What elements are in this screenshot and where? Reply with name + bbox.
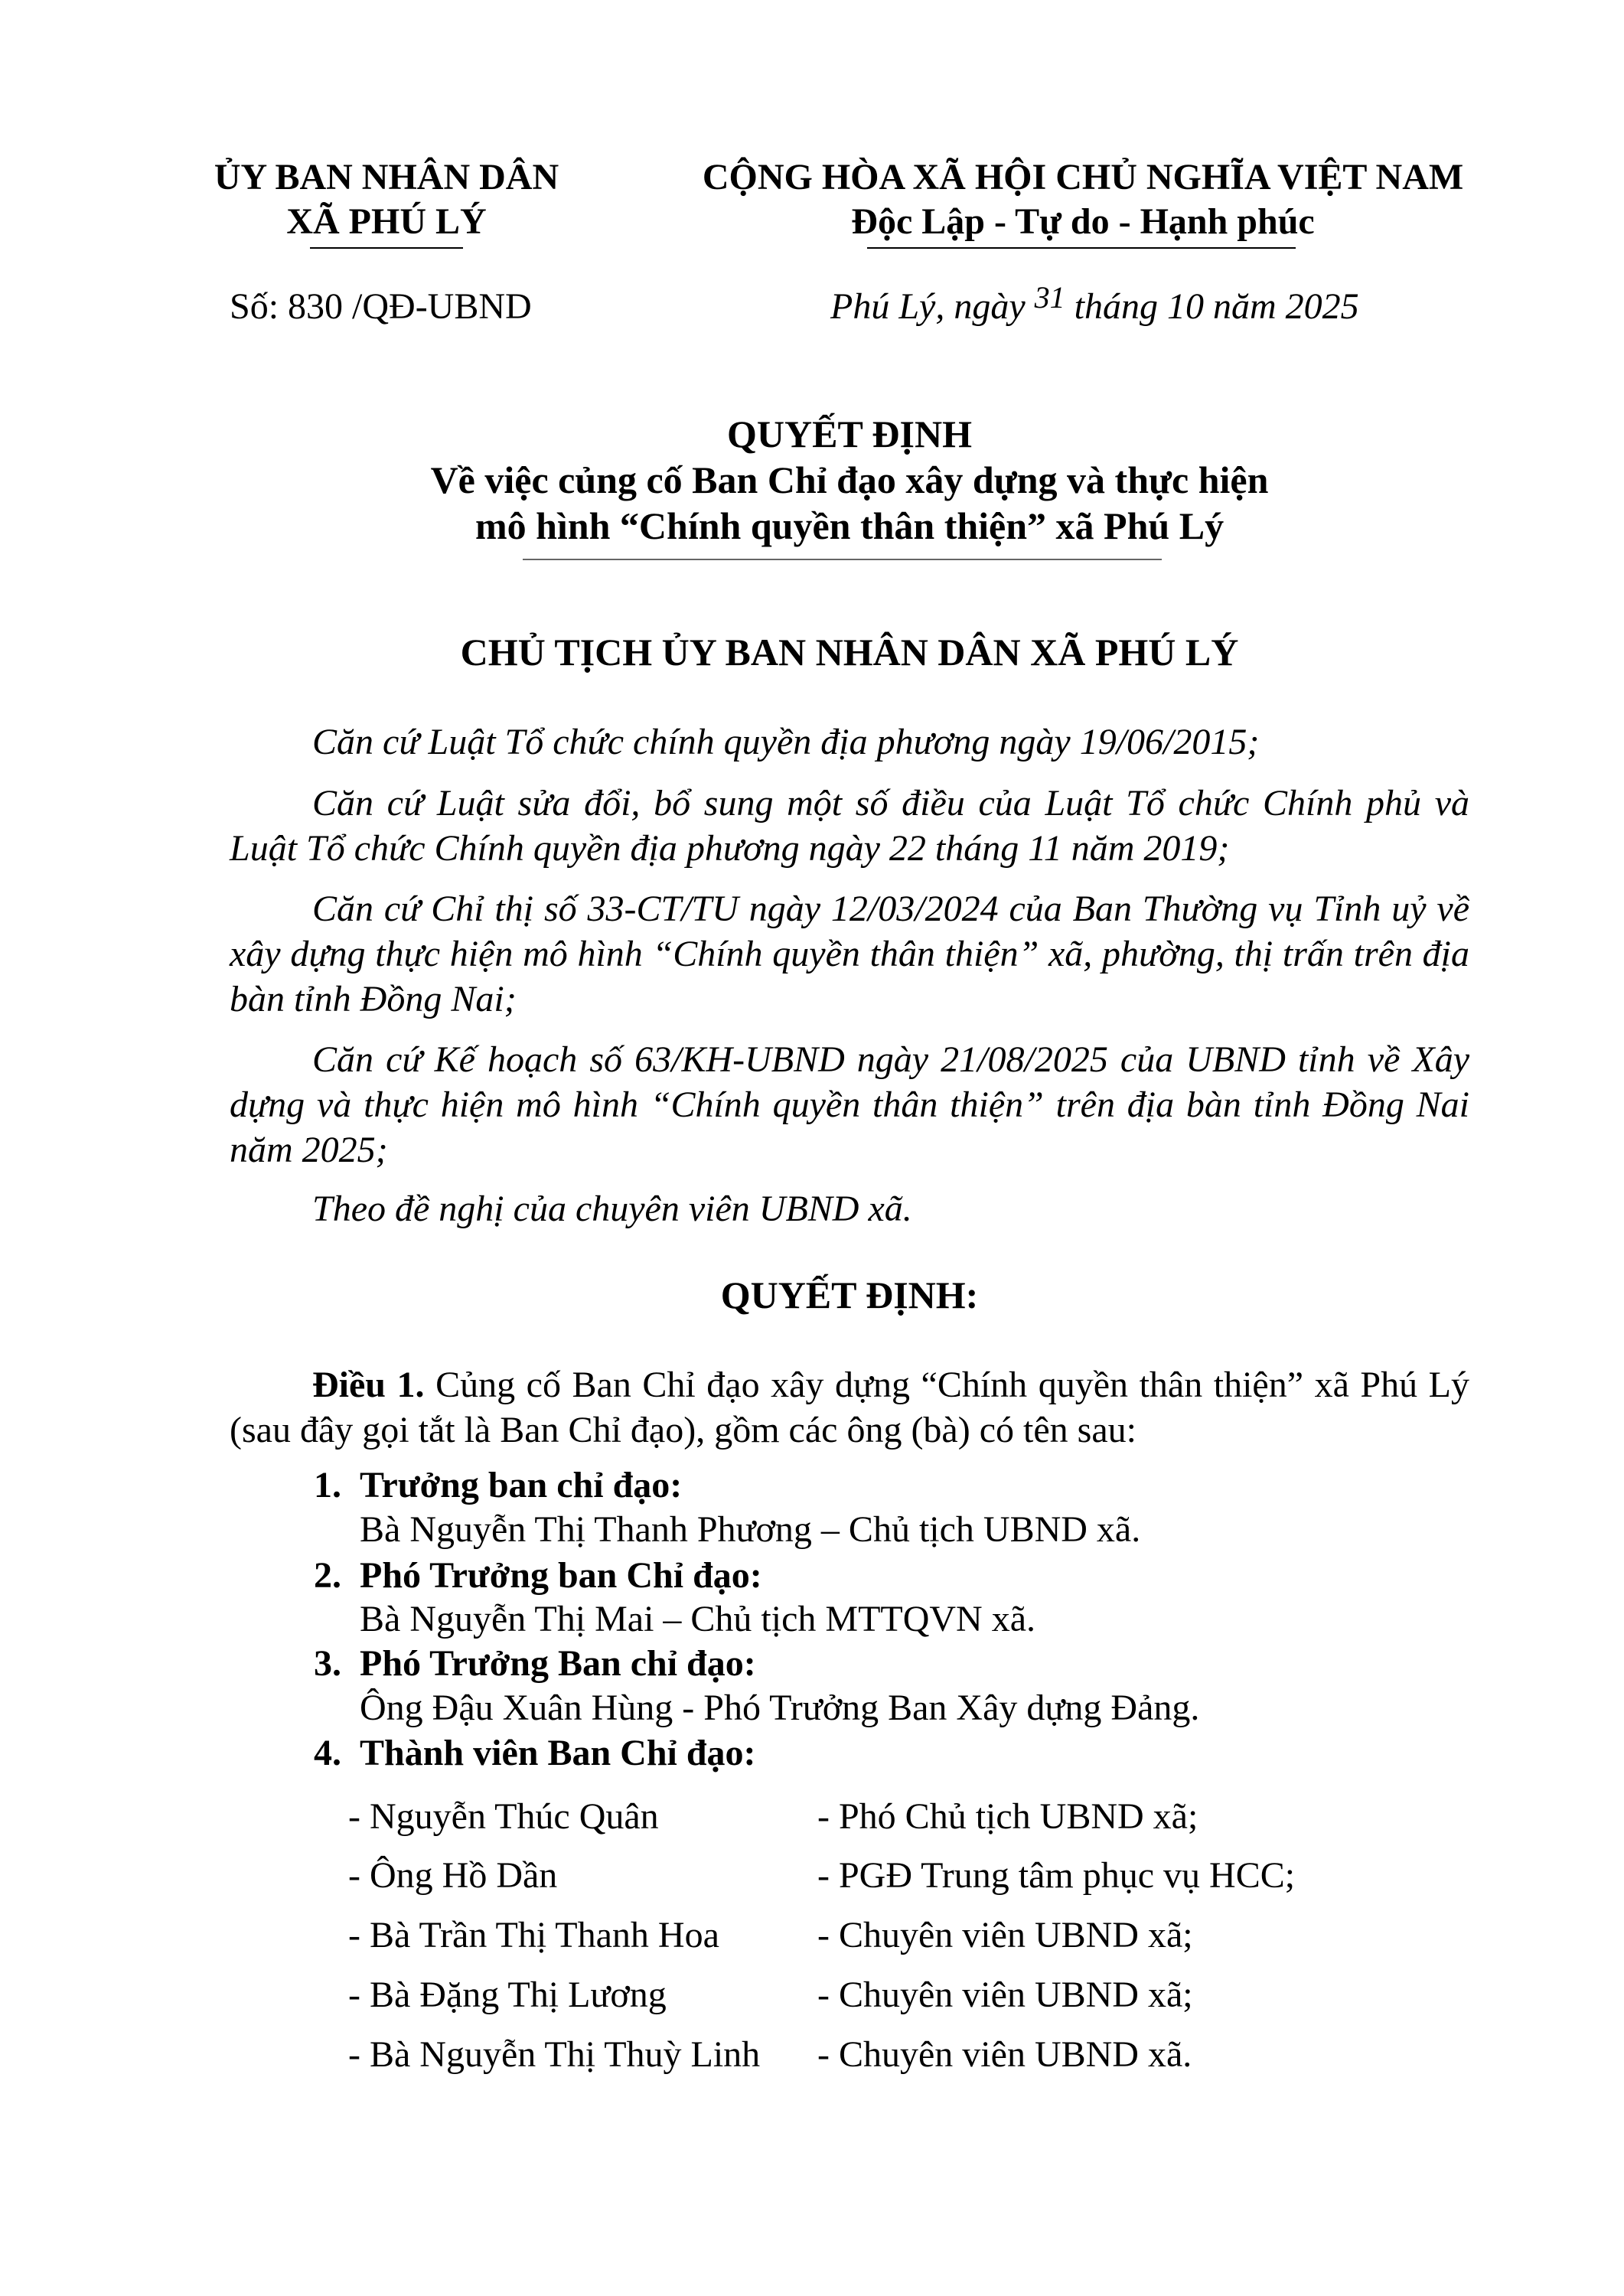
item-1-number: 1. bbox=[314, 1465, 341, 1505]
item-2-person: Bà Nguyễn Thị Mai – Chủ tịch MTTQVN xã. bbox=[360, 1599, 1036, 1639]
document-title bbox=[230, 411, 1469, 549]
title-underline bbox=[523, 559, 1162, 560]
article-1-text: Củng cố Ban Chỉ đạo xây dựng “Chính quyền thân thiện” xã Phú Lý (sau đây gọi tắt là Ban Chỉ đạo), gồm các ông (bà) có tên sau: bbox=[230, 1365, 1469, 1450]
document-date bbox=[830, 280, 1359, 329]
item-3-title: Phó Trưởng Ban chỉ đạo: bbox=[360, 1643, 756, 1684]
issuing-authority: CHỦ TỊCH ỦY BAN NHÂN DÂN XÃ PHÚ LÝ bbox=[460, 631, 1239, 673]
legal-basis-1: Căn cứ Luật Tổ chức chính quyền địa phương ngày 19/06/2015; bbox=[312, 722, 1260, 762]
title-main: QUYẾT ĐỊNH bbox=[727, 413, 972, 455]
legal-basis-4: Căn cứ Kế hoạch số 63/KH-UBND ngày 21/08/2025 của UBND tỉnh về Xây dựng và thực hiện mô hình “Chính quyền thân thiện” trên địa bàn tỉnh Đồng Nai năm 2025; bbox=[230, 1039, 1469, 1170]
national-title bbox=[689, 155, 1477, 243]
member-role: - Chuyên viên UBND xã; bbox=[817, 1915, 1193, 1955]
date-day: 31 bbox=[1034, 280, 1065, 315]
date-prefix: Phú Lý, ngày bbox=[830, 286, 1026, 327]
item-2-title: Phó Trưởng ban Chỉ đạo: bbox=[360, 1555, 762, 1596]
decision-heading: QUYẾT ĐỊNH: bbox=[720, 1274, 979, 1316]
date-year-label: năm bbox=[1212, 286, 1277, 327]
member-role: - Chuyên viên UBND xã; bbox=[817, 1975, 1193, 2015]
document-number: Số: 830 /QĐ-UBND bbox=[230, 286, 532, 327]
item-1-title: Trưởng ban chỉ đạo: bbox=[360, 1465, 683, 1505]
proposal-basis: Theo đề nghị của chuyên viên UBND xã. bbox=[312, 1189, 912, 1229]
date-year: 2025 bbox=[1285, 286, 1359, 327]
item-1-person: Bà Nguyễn Thị Thanh Phương – Chủ tịch UBND xã. bbox=[360, 1509, 1141, 1550]
date-month-label: tháng bbox=[1074, 286, 1158, 327]
motto-underline bbox=[867, 247, 1296, 249]
national-title-line1: CỘNG HÒA XÃ HỘI CHỦ NGHĨA VIỆT NAM bbox=[702, 157, 1464, 197]
article-1 bbox=[230, 1362, 1469, 1453]
member-name: - Nguyễn Thúc Quân bbox=[348, 1796, 659, 1837]
item-4-title: Thành viên Ban Chỉ đạo: bbox=[360, 1733, 756, 1773]
agency-line1: ỦY BAN NHÂN DÂN bbox=[214, 157, 559, 197]
item-2-number: 2. bbox=[314, 1555, 341, 1596]
agency-line2: XÃ PHÚ LÝ bbox=[286, 201, 487, 242]
member-name: - Bà Nguyễn Thị Thuỳ Linh bbox=[348, 2034, 761, 2075]
item-3-number: 3. bbox=[314, 1643, 341, 1684]
agency-underline bbox=[310, 247, 463, 249]
title-sub1: Về việc củng cố Ban Chỉ đạo xây dựng và thực hiện bbox=[430, 458, 1269, 501]
article-1-label: Điều 1. bbox=[312, 1365, 425, 1405]
item-4-number: 4. bbox=[314, 1733, 341, 1773]
item-3-person: Ông Đậu Xuân Hùng - Phó Trưởng Ban Xây dựng Đảng. bbox=[360, 1688, 1200, 1728]
member-name: - Bà Đặng Thị Lương bbox=[348, 1975, 667, 2015]
member-role: - PGĐ Trung tâm phục vụ HCC; bbox=[817, 1855, 1296, 1896]
agency-name bbox=[207, 155, 566, 243]
title-sub2: mô hình “Chính quyền thân thiện” xã Phú Lý bbox=[474, 504, 1225, 547]
member-name: - Bà Trần Thị Thanh Hoa bbox=[348, 1915, 719, 1955]
legal-basis-2: Căn cứ Luật sửa đổi, bổ sung một số điều của Luật Tổ chức Chính phủ và Luật Tổ chức Chính quyền địa phương ngày 22 tháng 11 năm 2019; bbox=[230, 783, 1469, 869]
national-motto: Độc Lập - Tự do - Hạnh phúc bbox=[851, 201, 1315, 242]
member-name: - Ông Hồ Dần bbox=[348, 1855, 558, 1896]
member-role: - Phó Chủ tịch UBND xã; bbox=[817, 1796, 1198, 1837]
date-month: 10 bbox=[1166, 286, 1204, 327]
member-role: - Chuyên viên UBND xã. bbox=[817, 2034, 1192, 2075]
legal-basis-3: Căn cứ Chỉ thị số 33-CT/TU ngày 12/03/2024 của Ban Thường vụ Tỉnh uỷ về xây dựng thực hiện mô hình “Chính quyền thân thiện” xã, phường, thị trấn trên địa bàn tỉnh Đồng Nai; bbox=[230, 889, 1469, 1019]
